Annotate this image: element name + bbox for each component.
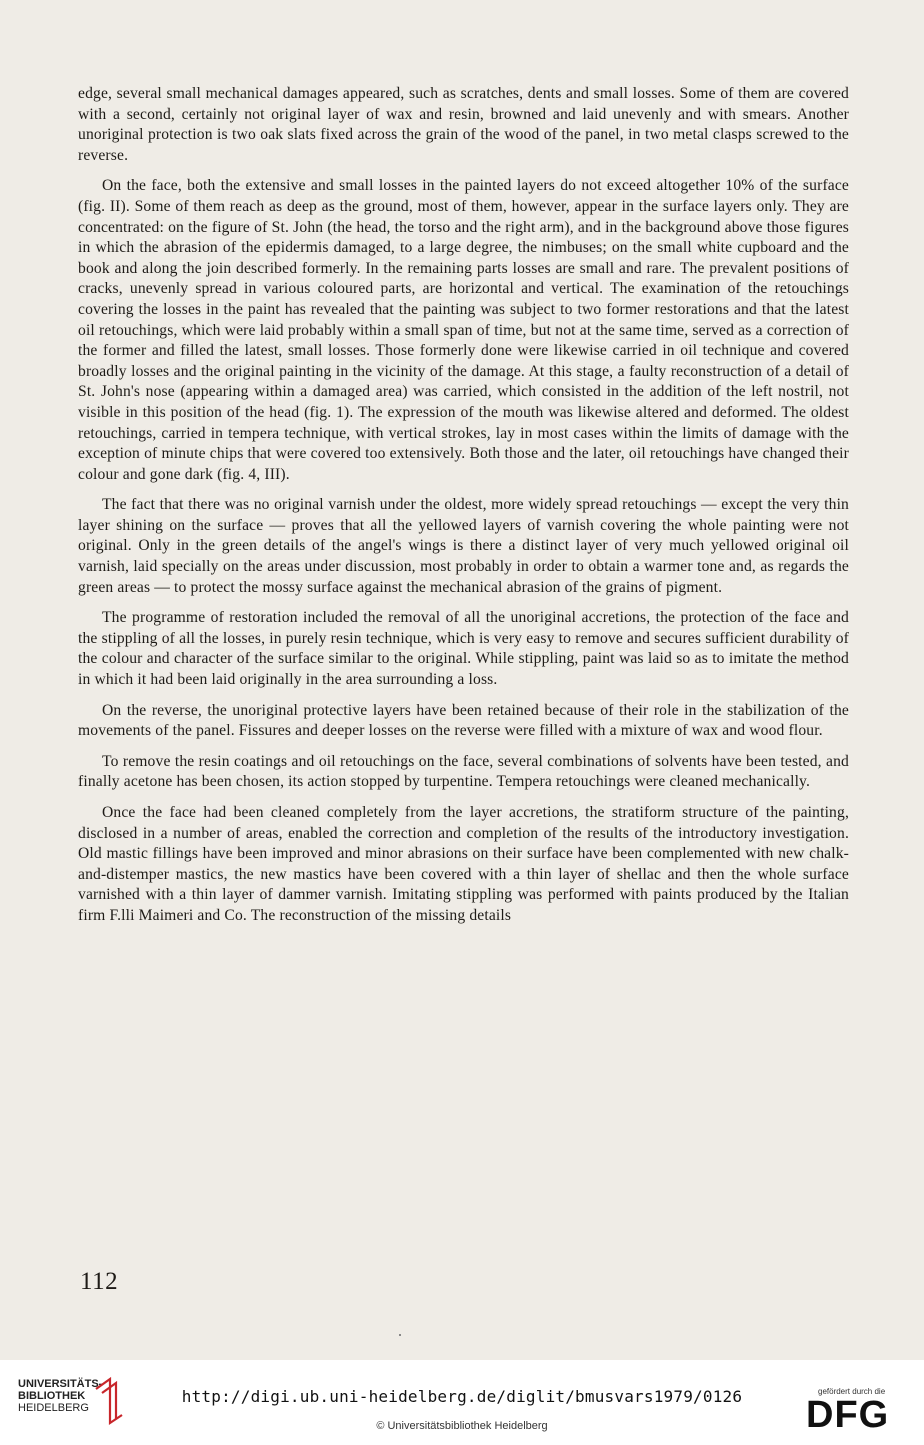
copyright-notice: © Universitätsbibliothek Heidelberg xyxy=(376,1420,548,1432)
page-number: 112 xyxy=(80,1268,119,1295)
library-line-3: HEIDELBERG xyxy=(18,1402,89,1414)
dfg-logo: DFG xyxy=(806,1394,890,1436)
library-line-2: BIBLIOTHEK xyxy=(18,1390,86,1402)
library-line-1: UNIVERSITÄTS- xyxy=(18,1378,103,1390)
body-text xyxy=(78,84,849,937)
paragraph-1: edge, several small mechanical damages appeared, such as scratches, dents and small losses. Some of them are covered with a second, certainly not original layer of wax and resin, browned and laid unevenly and with smears. Another unoriginal protection is two oak slats fixed across the grain of the wood of the panel, in two metal clasps screwed to the reverse. xyxy=(78,85,849,164)
paragraph-7: Once the face had been cleaned completely from the layer accretions, the stratiform structure of the painting, disclosed in a number of areas, enabled the correction and completion of the results of the introductory investigation. Old mastic fillings have been improved and minor abrasions on their surface have been complemented with new chalk-and-distemper mastics, the new mastics have been covered with a thin layer of shellac and then the whole surface varnished with a thin layer of dammer varnish. Imitating stippling was performed with paints produced by the Italian firm F.lli Maimeri and Co. The reconstruction of the missing details xyxy=(78,804,849,924)
paragraph-6: To remove the resin coatings and oil retouchings on the face, several combinations of solvents have been tested, and finally acetone has been chosen, its action stopped by turpentine. Tempera retouchings were cleaned mechanically. xyxy=(78,752,849,791)
paragraph-5: On the reverse, the unoriginal protective layers have been retained because of their role in the stabilization of the movements of the panel. Fissures and deeper losses on the reverse were filled with a mixture of wax and wood flour. xyxy=(78,701,849,740)
paragraph-2: On the face, both the extensive and small losses in the painted layers do not exceed altogether 10% of the surface (fig. II). Some of them reach as deep as the ground, most of them, however, appear in the surface layers only. They are concentrated: on the figure of St. John (the head, the torso and the right arm), and in the background above those figures in which the abrasion of the epidermis damaged, to a large degree, the nimbuses; on the small white cupboard and the book and along the join described formerly. In the remaining parts losses are small and rare. The prevalent positions of cracks, unevenly spread in various coloured parts, are horizontal and vertical. The examination of the retouchings covering the losses in the paint has revealed that the painting was subject to two former restorations and that the latest oil retouchings, which were laid probably within a small span of time, but not at the same time, served as a correction of the former and filled the latest, small losses. Those formerly done were likewise carried in oil technique and covered broadly losses and the original painting in the vicinity of the damage. At this stage, a faulty reconstruction of a detail of St. John's nose (appearing within a damaged area) was carried, which consisted in the addition of the left nostril, not visible in this position of the head (fig. 1). The expression of the mouth was likewise altered and deformed. The oldest retouchings, carried in tempera technique, with vertical strokes, lay in most cases within the limits of damage with the exception of minute chips that were covered too extensively. Both those and the later, oil retouchings have changed their colour and gone dark (fig. 4, III). xyxy=(78,177,849,483)
permalink-url[interactable]: http://digi.ub.uni-heidelberg.de/diglit/bmusvars1979/0126 xyxy=(181,1387,743,1406)
scan-speck xyxy=(399,1334,401,1336)
viewer-footer xyxy=(0,1360,924,1445)
paragraph-3: The fact that there was no original varnish under the oldest, more widely spread retouchings — except the very thin layer shining on the surface — proves that all the yellowed layers of varnish covering the whole painting were not original. Only in the green details of the angel's wings is there a distinct layer of very much yellowed original oil varnish, laid specially on the areas under discussion, most probably in order to obtain a warmer tone and, as regards the green areas — to protect the mossy surface against the mechanical abrasion of the grains of pigment. xyxy=(78,496,849,596)
funding-note: gefördert durch die xyxy=(818,1387,886,1396)
paragraph-4: The programme of restoration included the removal of all the unoriginal accretions, the protection of the face and the stippling of all the losses, in purely resin technique, which is very easy to remove and secures sufficient durability of the colour and character of the surface similar to the original. While stippling, paint was laid so as to imitate the method in which it had been laid originally in the area surrounding a loss. xyxy=(78,609,849,689)
